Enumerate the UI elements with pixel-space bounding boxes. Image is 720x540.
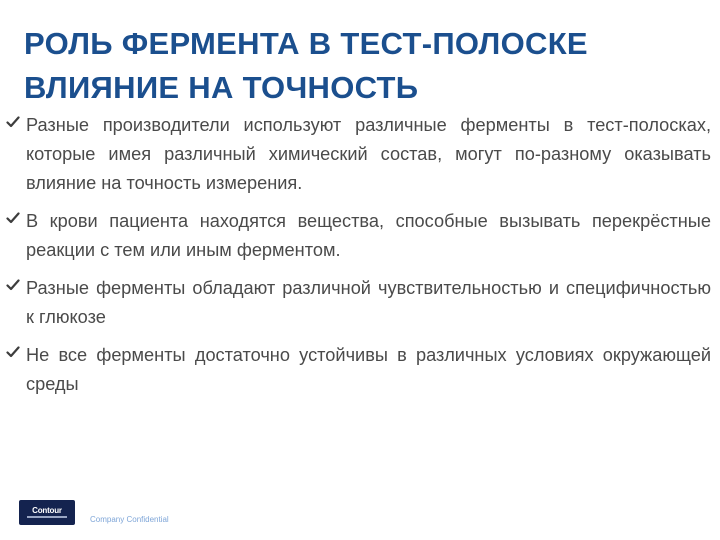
bullet-text: В крови пациента находятся вещества, способные вызывать перекрёстные реакции с тем или иным ферментом. [26,211,711,260]
bullet-text: Разные производители используют различные ферменты в тест-полосках, которые имея различный химический состав, могут по-разному оказывать влияние на точность измерения. [26,115,711,193]
bullet-text: Разные ферменты обладают различной чувствительностью и специфичностью к глюкозе [26,278,711,327]
slide-title-line-2: ВЛИЯНИЕ НА ТОЧНОСТЬ [24,70,419,105]
bullet-text: Не все ферменты достаточно устойчивы в различных условиях окружающей среды [26,345,711,394]
checkmark-icon [6,278,20,292]
slide-title [24,22,704,110]
checkmark-icon [6,345,20,359]
checkmark-icon [6,115,20,129]
logo-tagline-mark [27,516,67,518]
slide-title-line-1: РОЛЬ ФЕРМЕНТА В ТЕСТ-ПОЛОСКЕ [24,26,588,61]
bullet-list [6,111,711,408]
bullet-item [6,341,711,399]
bullet-item [6,274,711,332]
bullet-item [6,207,711,265]
logo-text: Contour [32,506,62,515]
checkmark-icon [6,211,20,225]
bullet-item [6,111,711,198]
contour-logo [19,500,75,525]
confidential-label: Company Confidential [90,515,169,524]
